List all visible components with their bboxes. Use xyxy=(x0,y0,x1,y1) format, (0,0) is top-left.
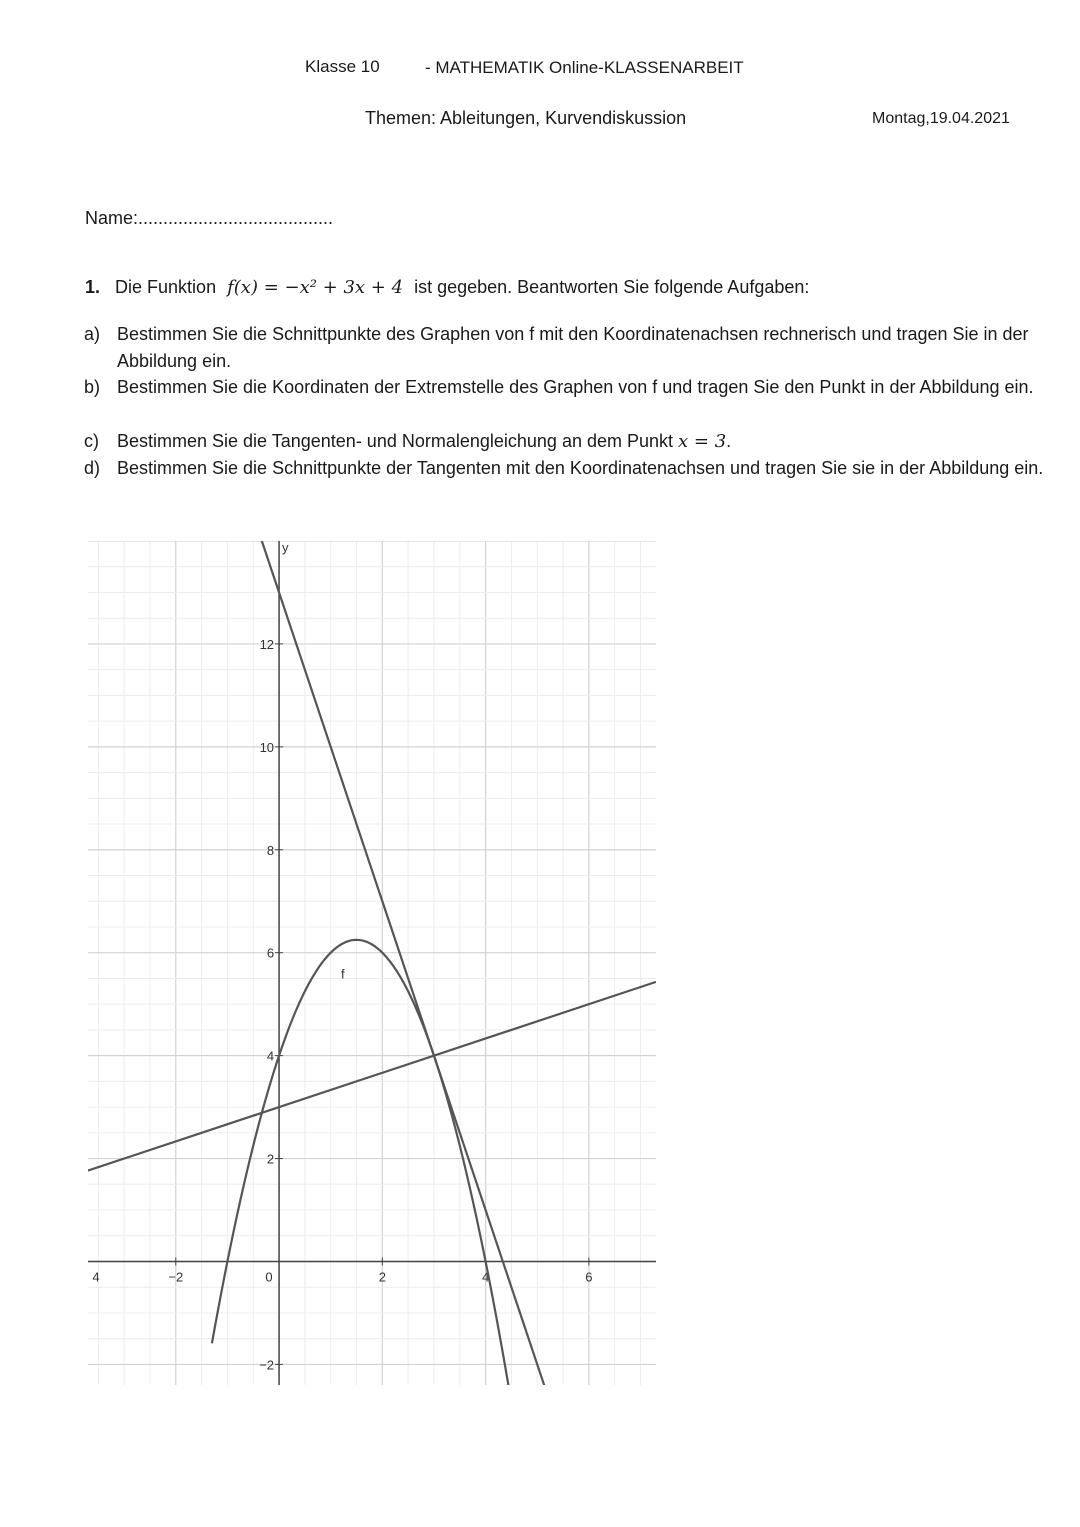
exam-date: Montag,19.04.2021 xyxy=(872,110,1010,127)
subtask-label: d) xyxy=(84,458,101,478)
subtask-text-post: . xyxy=(726,431,732,451)
subtask-text: Bestimmen Sie die Schnittpunkte der Tangenten mit den Koordinatenachsen und tragen Sie sie in der Abbildung ein. xyxy=(117,458,1044,478)
x-tick-label: 6 xyxy=(585,1269,593,1285)
y-tick-label: 4 xyxy=(266,1048,275,1064)
y-tick-label: −2 xyxy=(259,1357,275,1373)
y-tick-label: 6 xyxy=(266,945,275,961)
y-axis-label: y xyxy=(282,541,289,555)
subtask-text-pre: Bestimmen Sie die Tangenten- und Normalengleichung an dem Punkt xyxy=(117,431,674,451)
y-tick-label: 10 xyxy=(259,739,275,755)
function-graph xyxy=(88,541,656,1385)
function-formula: f(x) = −x² + 3x + 4 xyxy=(227,277,404,298)
curve-f-label: f xyxy=(341,966,345,982)
subtask-label: c) xyxy=(84,431,99,451)
class-label: Klasse 10 xyxy=(305,57,380,76)
normal-line xyxy=(88,982,656,1171)
x-tick-label: 4 xyxy=(92,1269,100,1285)
y-tick-label: 8 xyxy=(266,842,275,858)
y-tick-label: 2 xyxy=(266,1151,275,1167)
exam-title: - MATHEMATIK Online-KLASSENARBEIT xyxy=(425,58,744,77)
topics-line: Themen: Ableitungen, Kurvendiskussion xyxy=(365,108,687,128)
intro-pre: Die Funktion xyxy=(115,277,217,297)
x-tick-label: 0 xyxy=(265,1269,273,1285)
x-tick-label: 2 xyxy=(378,1269,386,1285)
x-tick-label: 4 xyxy=(481,1269,490,1285)
subtask-label: a) xyxy=(84,324,101,344)
subtask-label: b) xyxy=(84,377,101,397)
task-1-intro xyxy=(85,277,809,298)
intro-post: ist gegeben. Beantworten Sie folgende Aufgaben: xyxy=(414,277,810,297)
tangent-line xyxy=(88,541,656,1385)
subtask-math: x = 3 xyxy=(678,431,727,452)
y-tick-label: 12 xyxy=(259,636,275,652)
name-field[interactable]: Name:....................................... xyxy=(85,208,334,228)
task-number: 1. xyxy=(85,277,101,297)
subtask-text: Bestimmen Sie die Schnittpunkte des Graphen von f mit den Koordinatenachsen rechnerisch und tragen Sie in der Abbildung ein. xyxy=(117,324,1029,371)
x-tick-label: −2 xyxy=(168,1269,184,1285)
subtask-text: Bestimmen Sie die Koordinaten der Extremstelle des Graphen von f und tragen Sie den Punkt in der Abbildung ein. xyxy=(117,377,1034,397)
subtask-text xyxy=(117,428,1067,455)
